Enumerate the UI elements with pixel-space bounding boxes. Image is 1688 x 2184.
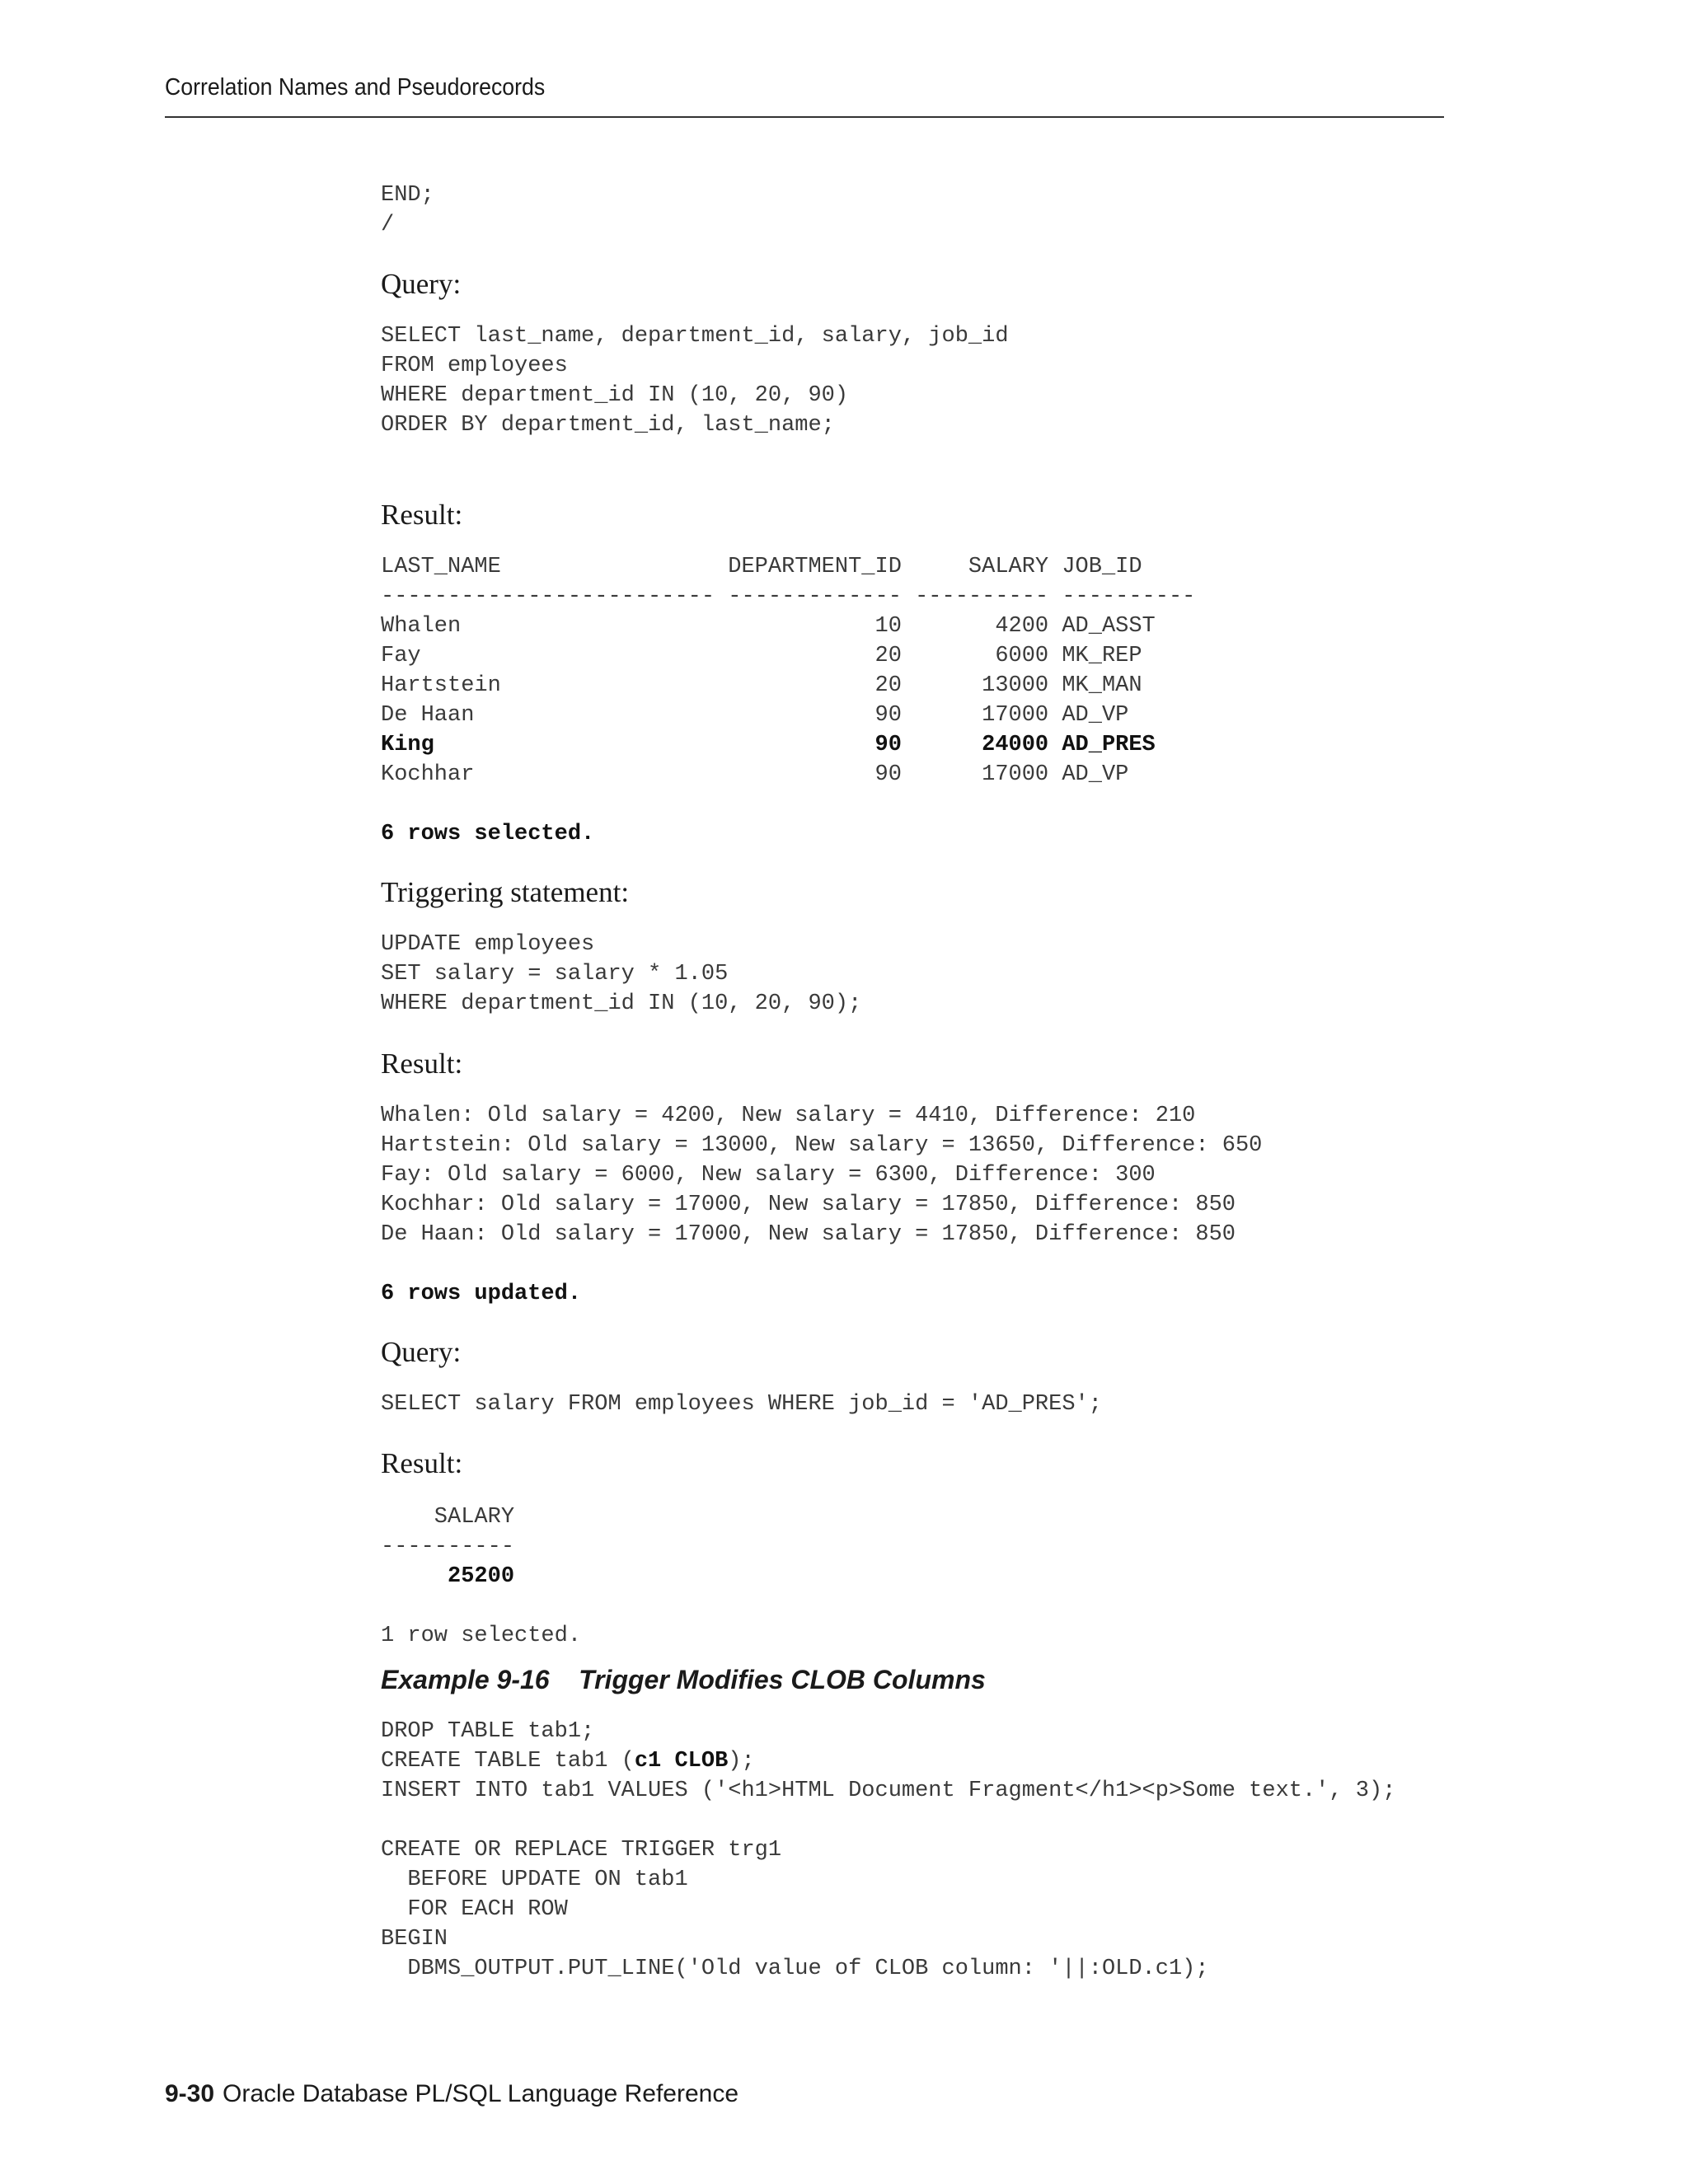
example-spacer (550, 1665, 579, 1694)
output-line: Fay: Old salary = 6000, New salary = 6300, Difference: 300 (381, 1163, 1156, 1188)
code-line: SET salary = salary * 1.05 (381, 962, 729, 987)
table-separator: ---------- (381, 1535, 515, 1559)
code-block-query-salary (381, 1390, 1102, 1419)
rows-selected-summary (381, 819, 594, 849)
code-line: CREATE OR REPLACE TRIGGER trg1 (381, 1838, 782, 1863)
output-line: Whalen: Old salary = 4200, New salary = 4410, Difference: 210 (381, 1104, 1196, 1128)
code-line: UPDATE employees (381, 932, 595, 957)
query-label: Query: (381, 1336, 462, 1368)
header-divider (165, 116, 1444, 118)
table-row-highlighted: King 90 24000 AD_PRES (381, 733, 1156, 757)
table-row: Fay 20 6000 MK_REP (381, 644, 1142, 668)
code-line (381, 1806, 1395, 1835)
running-header: Correlation Names and Pseudorecords (165, 74, 546, 101)
code-block-update (381, 930, 861, 1019)
example-number: Example 9-16 (381, 1665, 550, 1694)
code-line: INSERT INTO tab1 VALUES ('<h1>HTML Document Fragment</h1><p>Some text.', 3); (381, 1779, 1396, 1803)
code-line: / (381, 213, 395, 237)
salary-result-table (381, 1502, 581, 1651)
code-line: WHERE department_id IN (10, 20, 90); (381, 991, 862, 1016)
result-table (381, 552, 1195, 790)
code-line: BEFORE UPDATE ON tab1 (381, 1868, 688, 1892)
blank-line (381, 1591, 581, 1621)
code-line: FOR EACH ROW (381, 1897, 568, 1922)
output-line: Hartstein: Old salary = 13000, New salary = 13650, Difference: 650 (381, 1133, 1263, 1158)
code-line: END; (381, 183, 434, 208)
code-line: WHERE department_id IN (10, 20, 90) (381, 383, 849, 408)
code-line: DROP TABLE tab1; (381, 1719, 595, 1744)
summary-text: 6 rows selected. (381, 822, 595, 846)
table-row: Whalen 10 4200 AD_ASST (381, 614, 1156, 639)
code-block-end (381, 180, 434, 240)
code-fragment: CREATE TABLE tab1 ( (381, 1749, 635, 1774)
triggering-statement-label: Triggering statement: (381, 876, 630, 908)
code-line: DBMS_OUTPUT.PUT_LINE('Old value of CLOB column: '||:OLD.c1); (381, 1957, 1209, 1981)
code-block-clob-example (381, 1717, 1395, 1984)
result-label: Result: (381, 499, 463, 531)
query-label: Query: (381, 268, 462, 300)
table-row-value: 25200 (381, 1564, 515, 1589)
page-number: 9-30 (165, 2080, 215, 2107)
code-line: SELECT salary FROM employees WHERE job_id = 'AD_PRES'; (381, 1392, 1102, 1417)
table-separator: ------------------------- ------------- ---------- ---------- (381, 584, 1196, 609)
code-fragment-bold: c1 CLOB (634, 1749, 729, 1774)
code-block-query (381, 321, 1009, 440)
result-label: Result: (381, 1047, 463, 1080)
table-row: De Haan 90 17000 AD_VP (381, 703, 1129, 728)
trigger-output (381, 1101, 1262, 1249)
table-row: Hartstein 20 13000 MK_MAN (381, 673, 1142, 698)
example-heading (381, 1664, 986, 1695)
summary-text: 6 rows updated. (381, 1282, 582, 1306)
book-title: Oracle Database PL/SQL Language Reference (223, 2080, 739, 2107)
code-fragment: ); (728, 1749, 755, 1774)
table-row: Kochhar 90 17000 AD_VP (381, 762, 1129, 787)
page-footer (165, 2079, 738, 2109)
summary-text: 1 row selected. (381, 1624, 582, 1648)
table-header-row: LAST_NAME DEPARTMENT_ID SALARY JOB_ID (381, 555, 1142, 579)
output-line: Kochhar: Old salary = 17000, New salary = 17850, Difference: 850 (381, 1193, 1236, 1217)
rows-updated-summary (381, 1279, 581, 1309)
example-title-text: Trigger Modifies CLOB Columns (579, 1665, 986, 1694)
code-line: ORDER BY department_id, last_name; (381, 413, 835, 438)
result-label: Result: (381, 1447, 463, 1479)
table-header-row: SALARY (381, 1505, 515, 1530)
code-line (381, 1746, 1395, 1776)
code-line: BEGIN (381, 1927, 448, 1952)
code-line: FROM employees (381, 354, 568, 378)
code-line: SELECT last_name, department_id, salary, job_id (381, 324, 1009, 349)
output-line: De Haan: Old salary = 17000, New salary = 17850, Difference: 850 (381, 1222, 1236, 1247)
